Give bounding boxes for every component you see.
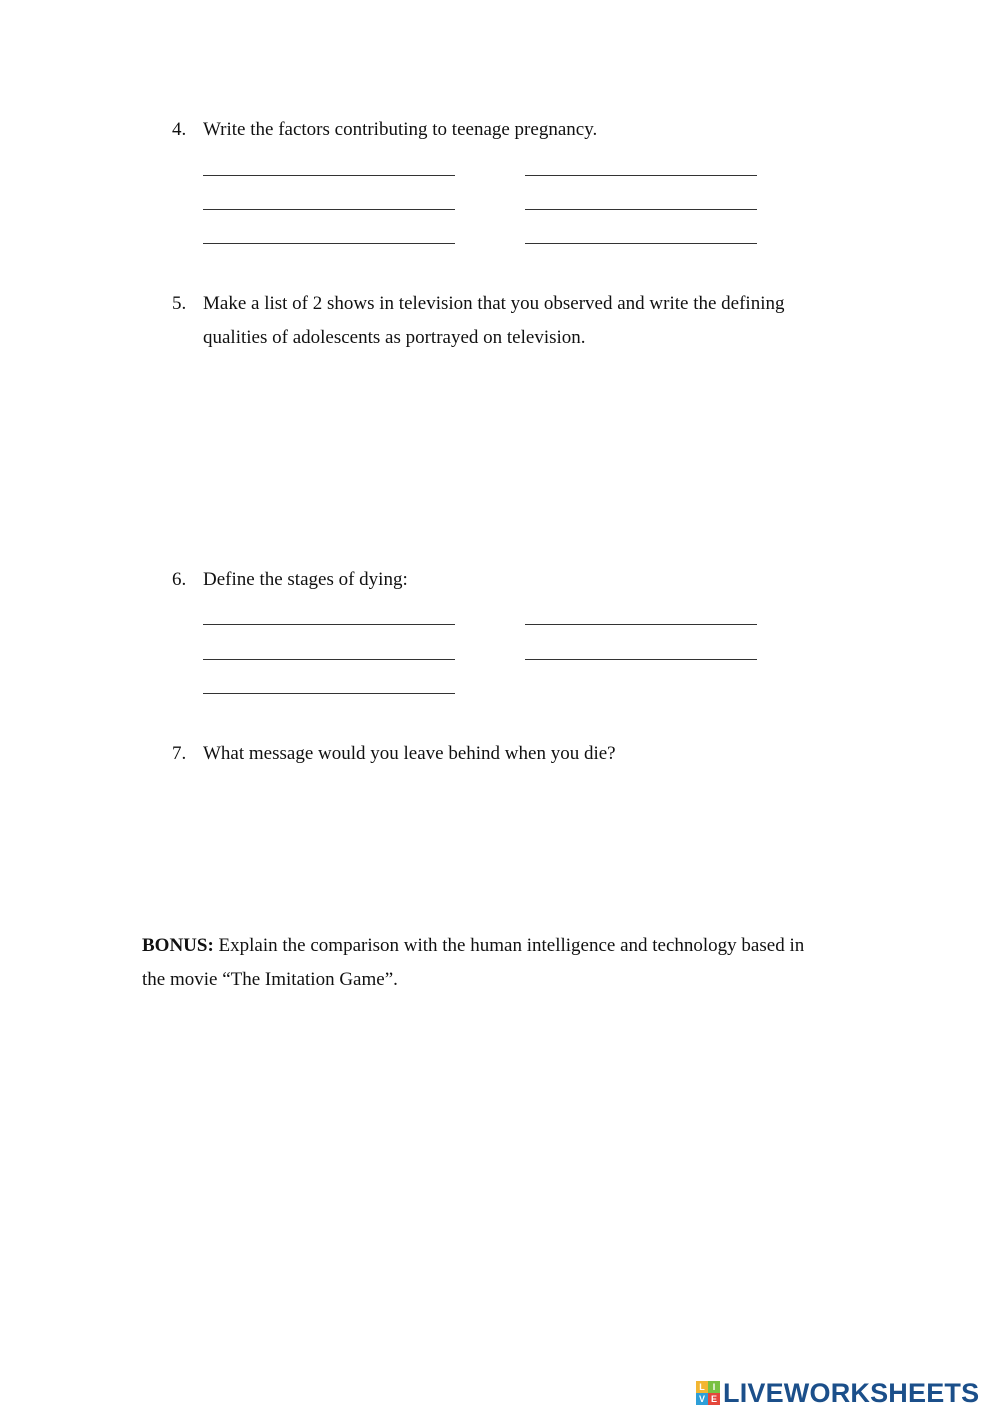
answer-blank[interactable]	[203, 624, 455, 625]
bonus-label: BONUS:	[142, 935, 214, 956]
answer-blank[interactable]	[203, 243, 455, 244]
answer-blank[interactable]	[525, 659, 757, 660]
answer-blank[interactable]	[525, 175, 757, 176]
answer-area-question-5[interactable]	[203, 365, 843, 545]
bonus-text-line-2: the movie “The Imitation Game”.	[142, 969, 398, 990]
answer-blank[interactable]	[203, 659, 455, 660]
question-number: 4.	[172, 119, 187, 140]
brand-name: LIVEWORKSHEETS	[723, 1377, 980, 1408]
answer-blank[interactable]	[525, 209, 757, 210]
answer-blank[interactable]	[203, 693, 455, 694]
question-text-line-1: Make a list of 2 shows in television that you observed and write the defining	[203, 293, 785, 314]
answer-area-question-7[interactable]	[203, 785, 843, 905]
answer-area-bonus[interactable]	[142, 1010, 862, 1310]
question-text-line-2: qualities of adolescents as portrayed on television.	[203, 327, 586, 348]
logo-tile: V	[696, 1393, 708, 1405]
answer-blank[interactable]	[525, 624, 757, 625]
bonus-text-line-1: Explain the comparison with the human intelligence and technology based in	[213, 935, 805, 956]
answer-blank[interactable]	[203, 209, 455, 210]
logo-tile: I	[708, 1381, 720, 1393]
liveworksheets-brand	[696, 1376, 979, 1410]
logo-tile: L	[696, 1381, 708, 1393]
question-text: Define the stages of dying:	[203, 569, 408, 590]
logo-tile: E	[708, 1393, 720, 1405]
bonus-question	[142, 929, 862, 997]
answer-blank[interactable]	[203, 175, 455, 176]
question-text: Write the factors contributing to teenage pregnancy.	[203, 119, 598, 140]
question-number: 6.	[172, 569, 187, 590]
question-number: 7.	[172, 743, 187, 764]
answer-blank[interactable]	[525, 243, 757, 244]
liveworksheets-logo-icon	[696, 1381, 720, 1405]
question-text: What message would you leave behind when you die?	[203, 743, 616, 764]
bonus-line-1	[142, 929, 862, 963]
question-number: 5.	[172, 293, 187, 314]
